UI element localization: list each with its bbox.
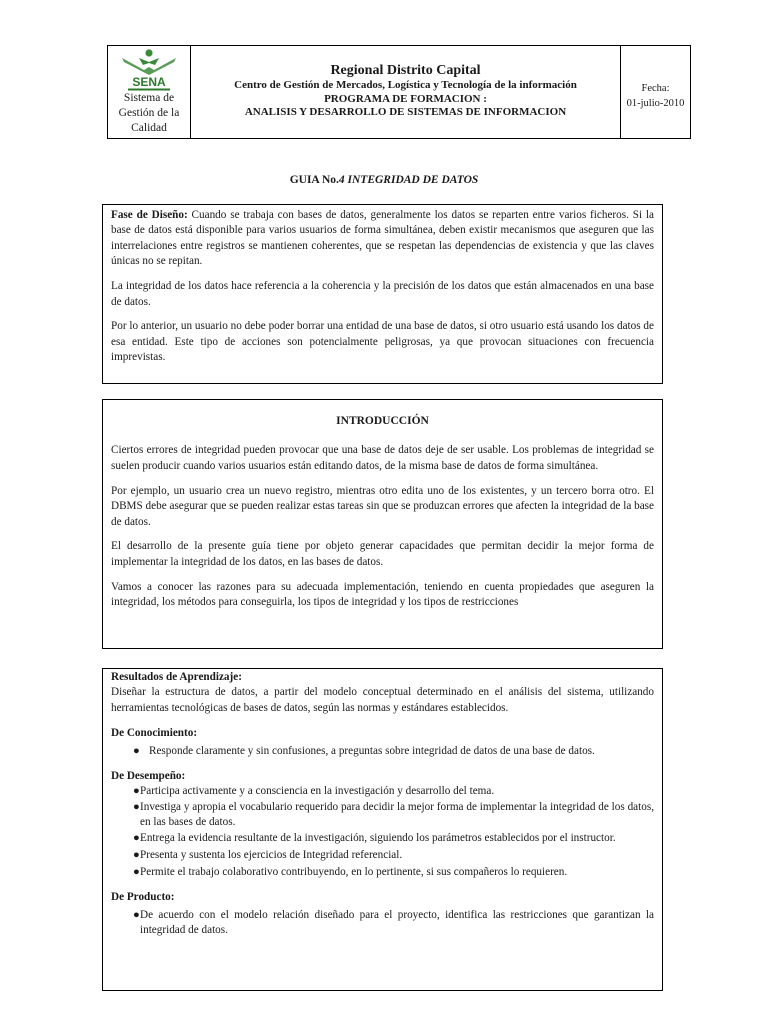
- guide-title: [0, 174, 768, 186]
- performance-item: ● Presenta y sustenta los ejercicios de Integridad referencial.: [133, 849, 403, 862]
- performance-item: ● Entrega la evidencia resultante de la investigación, siguiendo los parámetros establecidos por el instructor.: [133, 831, 616, 844]
- performance-item: ● Permite el trabajo colaborativo contribuyendo, en lo pertinente, si sus compañeros lo requieren.: [133, 866, 568, 879]
- introduction-title: INTRODUCCIÓN: [336, 415, 429, 427]
- intro-paragraph-1: Ciertos errores de integridad pueden provocar que una base de datos deje de ser usable. Los problemas de integridad se suelen producir cuando varios usuarios están editando datos, de la misma base de datos de forma simultánea.: [111, 444, 654, 472]
- knowledge-item: ● Responde claramente y sin confusiones, a preguntas sobre integridad de datos de una base de datos.: [133, 745, 595, 758]
- system-line-1: Sistema de: [123, 92, 175, 104]
- product-title: De Producto:: [111, 891, 175, 904]
- results-intro: Diseñar la estructura de datos, a partir del modelo conceptual determinado en el análisis del sistema, utilizando herramientas tecnológicas de bases de datos, según las normas y estándares establecidos.: [111, 686, 654, 714]
- date-value: 01-julio-2010: [626, 98, 685, 109]
- intro-paragraph-2: Por ejemplo, un usuario crea un nuevo registro, mientras otro edita uno de los existentes, y un tercero borra otro. El DBMS debe asegurar que se pueden realizar estas tareas sin que se produzcan errores que afecten la integridad de la base de datos.: [111, 484, 654, 528]
- logo-text: SENA: [132, 75, 166, 89]
- guide-prefix: GUIA No.: [289, 174, 339, 186]
- design-label: Fase de Diseño:: [111, 209, 188, 221]
- system-label: [108, 91, 190, 136]
- system-line-2: Gestión de la: [118, 107, 180, 119]
- performance-item-text: Entrega la evidencia resultante de la investigación, siguiendo los parámetros establecidos por el instructor.: [140, 831, 616, 844]
- header-center: [191, 46, 620, 138]
- date-cell: [620, 46, 690, 138]
- performance-item: ● Participa activamente y a consciencia en la investigación y desarrollo del tema.: [133, 785, 495, 798]
- results-title: Resultados de Aprendizaje:: [111, 671, 242, 683]
- program-name: ANALISIS Y DESARROLLO DE SISTEMAS DE INFORMACION: [244, 106, 567, 118]
- center-name: Centro de Gestión de Mercados, Logística y Tecnología de la información: [234, 79, 577, 91]
- performance-item: ● Investiga y apropia el vocabulario requerido para decidir la mejor forma de implementar la integridad de los datos, en las bases de datos.: [133, 800, 654, 829]
- knowledge-title: De Conocimiento:: [111, 726, 198, 739]
- sena-logo: [114, 48, 184, 92]
- design-text-1: Cuando se trabaja con bases de datos, generalmente los datos se reparten entre varios ficheros. Si la base de datos está disponible para varios usuarios de forma simultánea, deben existir mecanismos que aseguren que las interrelaciones entre registros se mantienen coherentes, que se respetan las dependencias de existencia y que las claves únicas no se repitan.: [111, 209, 654, 268]
- date-label: Fecha:: [641, 83, 670, 94]
- design-paragraph-1: [111, 208, 654, 270]
- performance-title: De Desempeño:: [111, 770, 186, 783]
- intro-paragraph-4: Vamos a conocer las razones para su adecuada implementación, teniendo en cuenta propiedades que aseguren la integridad, los métodos para conseguirla, los tipos de integridad y los tipos de restricciones: [111, 580, 654, 609]
- product-item: ● De acuerdo con el modelo relación diseñado para el proyecto, identifica las restricciones que garantizan la integridad de datos.: [133, 908, 654, 937]
- performance-item-text: Permite el trabajo colaborativo contribuyendo, en lo pertinente, si sus compañeros lo requieren.: [140, 866, 568, 879]
- performance-item-text: Participa activamente y a consciencia en la investigación y desarrollo del tema.: [140, 785, 495, 798]
- regional-title: Regional Distrito Capital: [330, 63, 481, 78]
- guide-name: 4 INTEGRIDAD DE DATOS: [338, 174, 479, 186]
- product-item-text: De acuerdo con el modelo relación diseñado para el proyecto, identifica las restricciones que garantizan la integridad de datos.: [140, 908, 654, 937]
- logo-cell: [108, 46, 191, 138]
- design-phase-box: [102, 204, 663, 384]
- performance-item-text: Presenta y sustenta los ejercicios de Integridad referencial.: [140, 849, 403, 862]
- intro-paragraph-3: El desarrollo de la presente guía tiene por objeto generar capacidades que permitan decidir la mejor forma de implementar la integridad de los datos, en las bases de datos.: [111, 540, 654, 568]
- learning-results-box: [102, 668, 663, 991]
- performance-item-text: Investiga y apropia el vocabulario requerido para decidir la mejor forma de implementar la integridad de los datos, en las bases de datos.: [140, 800, 654, 829]
- design-paragraph-2: La integridad de los datos hace referencia a la coherencia y la precisión de los datos que están almacenados en una base de datos.: [111, 280, 654, 308]
- program-label: PROGRAMA DE FORMACION :: [324, 92, 487, 105]
- document-header: [107, 45, 691, 139]
- introduction-box: [102, 399, 663, 649]
- knowledge-item-text: Responde claramente y sin confusiones, a preguntas sobre integridad de datos de una base de datos.: [149, 745, 595, 758]
- system-line-3: Calidad: [131, 122, 167, 134]
- design-paragraph-3: Por lo anterior, un usuario no debe poder borrar una entidad de una base de datos, si otro usuario está usando los datos de esa entidad. Este tipo de acciones son potencialmente peligrosas, ya que provocan situaciones con frecuencia imprevistas.: [111, 320, 654, 364]
